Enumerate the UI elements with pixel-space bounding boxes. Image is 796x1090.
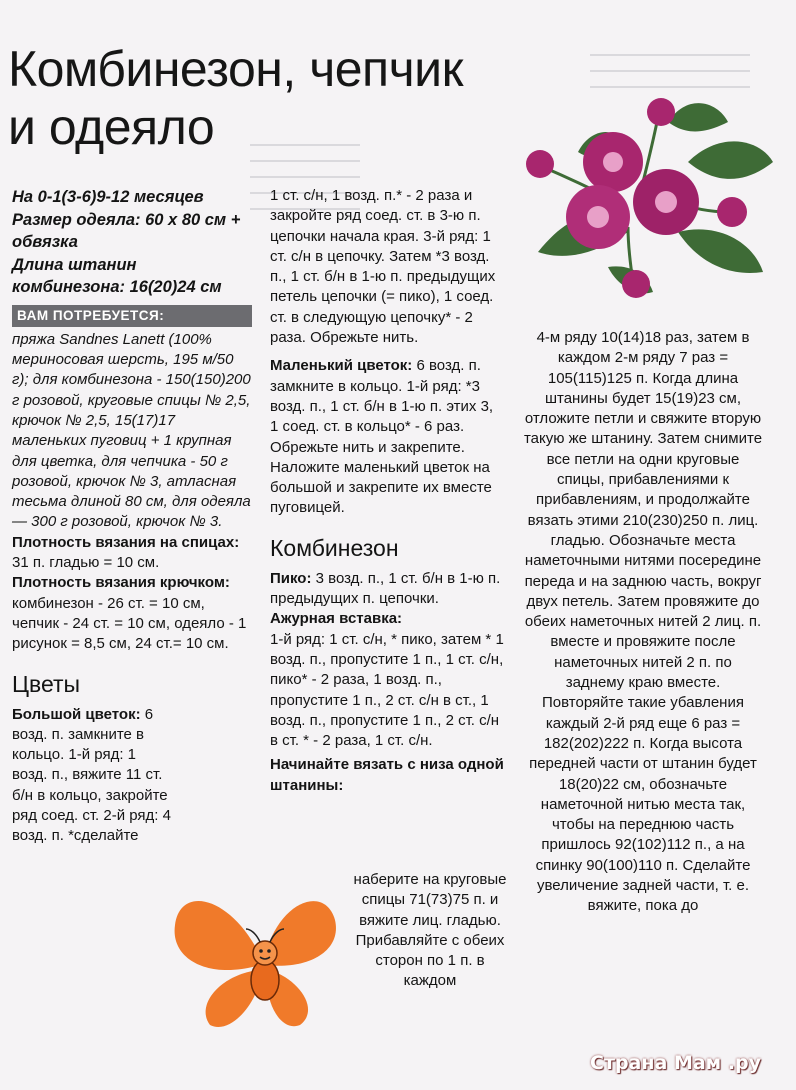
size-ages: На 0-1(3-6)9-12 месяцев [12, 188, 204, 206]
start-leg-label: Начинайте вязать с низа одной штанины: [270, 756, 504, 794]
watermark: Страна Мам .ру [590, 1052, 762, 1074]
lace-text: 1-й ряд: 1 ст. с/н, * пико, затем * 1 возд. п., пропустите 1 п., 1 ст. с/н, пико* - 2 раза, 1 возд. п., пропустите 1 п., 2 ст. с/н в ст., 1 возд. п., пропустите 1 п., 2 ст. с/н в ст. * - 2 раза, 1 ст. с/н. [270, 630, 504, 750]
big-flower-text: 6 возд. п. замкните в кольцо. 1-й ряд: 1 возд. п., вяжите 11 ст. б/н в кольцо, закройте ряд соед. ст. 2-й ряд: 4 возд. п. *сделайте [12, 705, 171, 845]
big-flower-label: Большой цветок: [12, 705, 141, 723]
column-1 [12, 186, 252, 847]
materials-heading: ВАМ ПОТРЕБУЕТСЯ: [12, 305, 252, 327]
flower-bud-2 [647, 98, 675, 126]
picot-text: 3 возд. п., 1 ст. б/н в 1-ю п. предыдущих п. цепочки. [270, 569, 501, 608]
materials-text: пряжа Sandnes Lanett (100% мериносовая шерсть, 195 м/50 г); для комбинезона - 150(150)200 г розовой, круговые спицы № 2,5, крючок № 2,5, 15(17)17 маленьких пуговиц + 1 крупная для цветка, для чепчика - 50 г розовой, крючок № 3, атласная тесьма длиной 80 см, для одеяла — 300 г розовой, крючок № 3. [12, 330, 251, 531]
flowers-illustration [518, 92, 782, 312]
column-2 [270, 186, 505, 796]
butterfly-wings [175, 901, 336, 1027]
big-flower-continued: 1 ст. с/н, 1 возд. п.* - 2 раза и закройте ряд соед. ст. в 3-ю п. цепочки начала края. 3-й ряд: 1 ст. с/н в цепочку. Затем *3 возд. п., 1 ст. б/н в 1-ю п. предыдущих петель цепочки (= пико), 1 соед. ст. в следующую цепочку* - 2 раза. Обрежьте нить. [270, 187, 496, 347]
title-line-2: и одеяло [8, 99, 215, 155]
density-knitting-label: Плотность вязания на спицах: [12, 533, 240, 551]
size-leg-length: Длина штанин комбинезона: 16(20)24 см [12, 255, 222, 296]
jumpsuit-heading: Комбинезон [270, 534, 399, 561]
butterfly-head [253, 941, 277, 965]
density-crochet-label: Плотность вязания крючком: [12, 574, 230, 592]
small-flower-instructions [270, 356, 505, 518]
picot-instructions [270, 569, 505, 610]
small-flower-label: Маленький цветок: [270, 357, 413, 375]
bleed-through-right [590, 40, 750, 100]
big-flower-instructions [12, 705, 172, 847]
picot-label: Пико: [270, 569, 312, 587]
column-3 [523, 328, 763, 917]
jumpsuit-continued-text: 4-м ряду 10(14)18 раз, затем в каждом 2-м ряду 7 раз = 105(115)125 п. Когда длина штанины будет 15(19)23 см, отложите петли и свяжите вторую такую же штанину. Затем снимите все петли на одни круговые спицы, прибавлениями к прибавлениям, и продолжайте вязать этими 210(230)250 п. лиц. гладью. Обозначьте места наметочными нитями посередине переда и на заднюю часть, вокруг двух петель. Затем провяжите до обеих наметочных нитей 2 лиц. п. вместе и провяжите после наметочных нитей 2 п. по заднему краю вместе. Повторяйте такие убавления каждый 2-й ряд еще 6 раз = 182(202)222 п. Когда высота передней части от штанин будет 18(20)22 см, обозначьте наметочной нитью места так, чтобы на переднюю часть пришлось 92(102)112 п., а на спинку 90(100)110 п. Сделайте увеличение задней части, т. е. вяжите, пока до [523, 329, 763, 915]
small-flower-text: 6 возд. п. замкните в кольцо. 1-й ряд: *3 возд. п., 1 ст. б/н в 1-ю п. этих 3, 1 соед. ст. в кольцо* - 6 раз. Обрежьте нить и закрепите. Наложите маленький цветок на большой и закрепите их вместе пуговицей. [270, 357, 494, 517]
size-blanket: Размер одеяла: 60 х 80 см + обвязка [12, 210, 241, 251]
lace-label: Ажурная вставка: [270, 610, 403, 628]
page-title [8, 40, 463, 156]
density-crochet-text: комбинезон - 26 ст. = 10 см, чепчик - 24 ст. = 10 см, одеяло - 1 рисунок = 8,5 см, 24 ст.= 10 см. [12, 594, 247, 653]
density-knitting-text: 31 п. гладью = 10 см. [12, 554, 160, 572]
flower-bud-3 [717, 197, 747, 227]
flower-bud-4 [622, 270, 650, 298]
flower-bud-1 [526, 150, 554, 178]
density-knitting [12, 533, 252, 574]
flowers-heading: Цветы [12, 670, 81, 697]
butterfly-illustration [170, 885, 350, 1035]
title-line-1: Комбинезон, чепчик [8, 41, 463, 97]
density-crochet [12, 573, 252, 654]
leg-cast-on-text: наберите на круговые спицы 71(73)75 п. и вяжите лиц. гладью. Прибавляйте с обеих сторон по 1 п. в каждом [353, 871, 507, 990]
